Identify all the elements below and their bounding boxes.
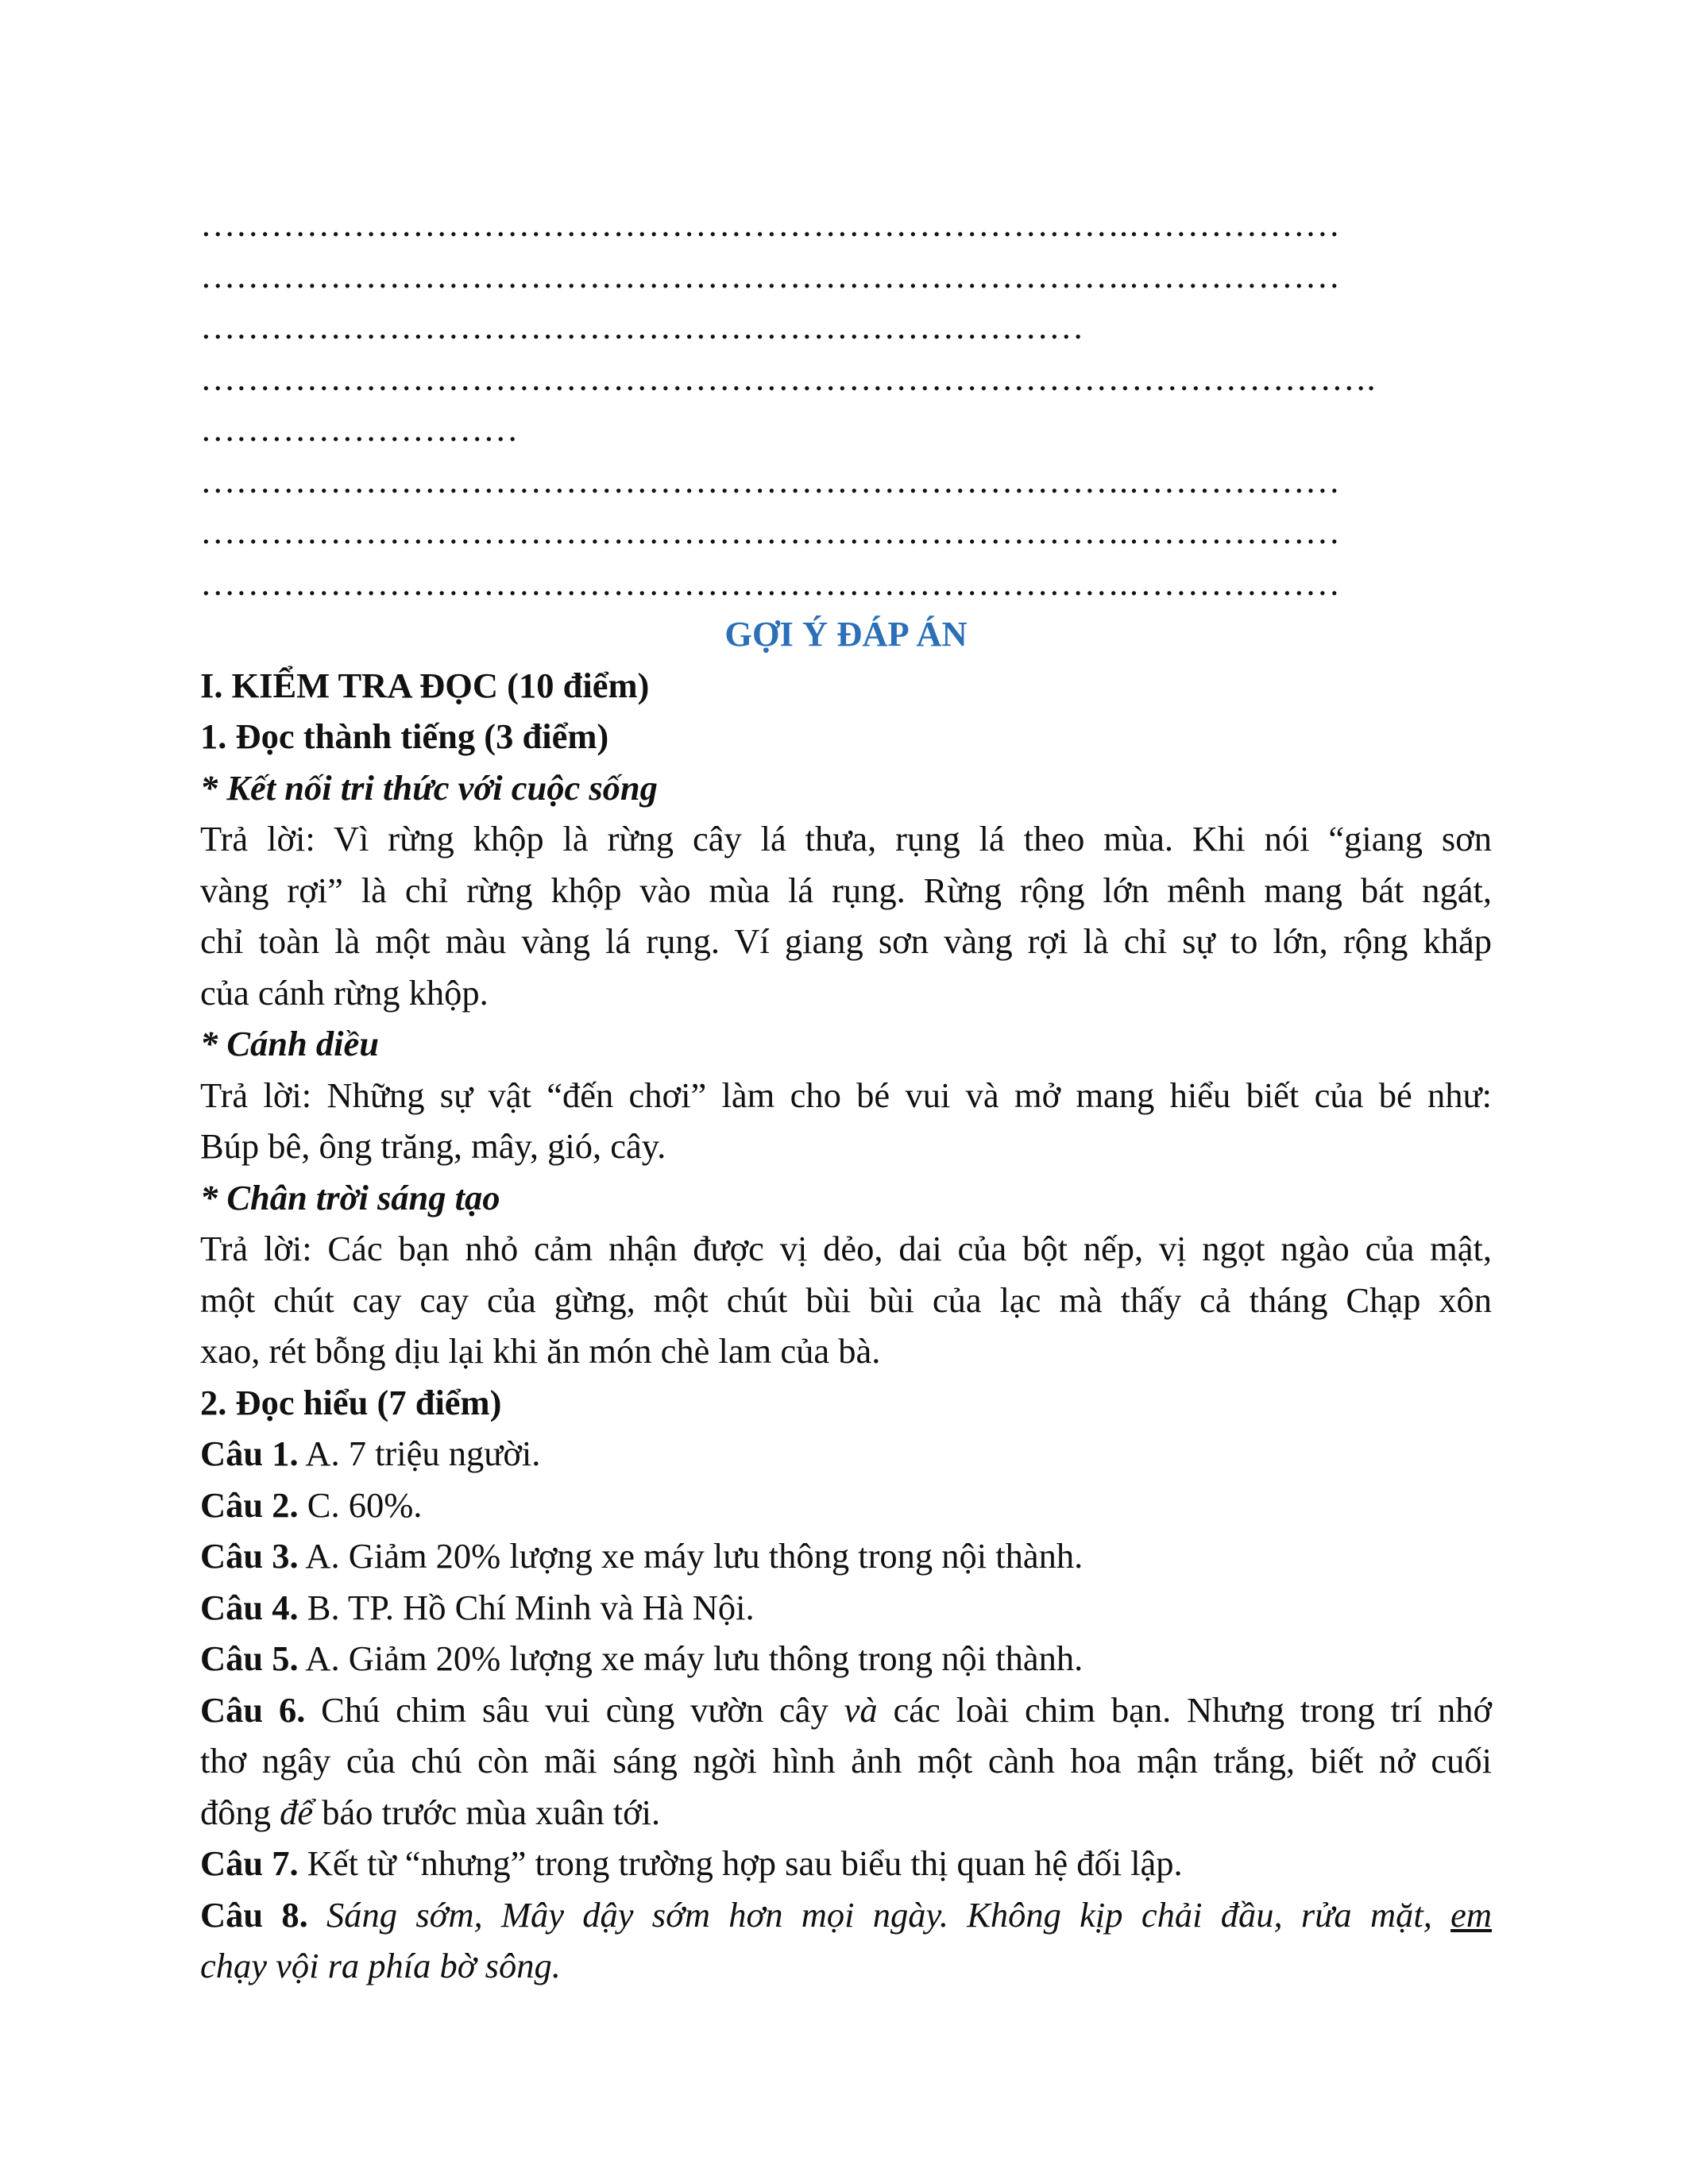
heading-chan-troi-sang-tao: * Chân trời sáng tạo [200,1177,500,1217]
paragraph-ket-noi-tri-thuc [200,813,1492,1018]
answer-item [200,1582,1492,1634]
question-label: Câu 3. [200,1536,299,1576]
paragraph-line [200,1787,1492,1839]
answer-text: đông [200,1792,280,1832]
answer-dot-line: ………………………………………………………………… [200,307,1084,346]
question-label: Câu 6. [200,1689,306,1730]
question-label: Câu 1. [200,1433,299,1473]
answer-text: A. 7 triệu người. [298,1433,541,1473]
paragraph-line: Trả lời: Những sự vật “đến chơi” làm cho bé vui và mở mang hiểu biết của bé như: [200,1075,1492,1115]
answer-item [200,1428,1492,1480]
question-label: Câu 5. [200,1638,299,1678]
paragraph-line: Búp bê, ông trăng, mây, gió, cây. [200,1126,666,1166]
answer-item [200,1838,1492,1889]
answer-item-8 [200,1889,1492,1992]
answer-text: Kết từ “nhưng” trong trường hợp sau biểu thị quan hệ đối lập. [298,1843,1183,1883]
answer-item [200,1530,1492,1582]
paragraph-canh-dieu [200,1070,1492,1172]
answer-key-title: GỢI Ý ĐÁP ÁN [724,614,968,654]
subsection-heading-read-aloud: 1. Đọc thành tiếng (3 điểm) [200,716,609,756]
answer-text: báo trước mùa xuân tới. [313,1792,661,1832]
paragraph-line [200,1684,1492,1736]
paragraph-line: vàng rợi” là chỉ rừng khộp vào mùa lá rụng. Rừng rộng lớn mênh mang bát ngát, [200,870,1492,910]
answer-item [200,1480,1492,1531]
answer-item-6 [200,1684,1492,1839]
paragraph-line: thơ ngây của chú còn mãi sáng ngời hình ảnh một cành hoa mận trắng, biết nở cuối [200,1741,1492,1781]
answer-dot-line: …………………………………………………………………….……………… [200,511,1341,551]
answer-dot-line: ……………………… [200,409,519,449]
answer-underlined-subject: em [1450,1894,1492,1935]
paragraph-line: một chút cay cay của gừng, một chút bùi bùi của lạc mà thấy cả tháng Chạp xôn [200,1279,1492,1320]
document-content [200,199,1492,1992]
paragraph-line: Trả lời: Vì rừng khộp là rừng cây lá thưa, rụng lá theo mùa. Khi nói “giang sơn [200,819,1492,859]
answer-text: Sáng sớm, Mây dậy sớm hơn mọi ngày. Không kịp chải đầu, rửa mặt, [307,1894,1451,1935]
heading-ket-noi-tri-thuc: * Kết nối tri thức với cuộc sống [200,767,658,808]
question-label: Câu 7. [200,1843,299,1883]
answer-dot-line: …………………………………………………………………….……………… [200,460,1341,500]
answer-dot-line: …………………………………………………………………….……………… [200,562,1341,603]
answer-dot-line: …………………………………………………………………….……………… [200,255,1341,295]
paragraph-line: của cánh rừng khộp. [200,972,489,1013]
answer-emphasis: để [280,1792,314,1832]
heading-canh-dieu: * Cánh diều [200,1024,380,1063]
question-label: Câu 8. [200,1894,308,1935]
answer-item [200,1633,1492,1684]
section-heading-reading: I. KIỂM TRA ĐỌC (10 điểm) [200,665,650,705]
answer-text: A. Giảm 20% lượng xe máy lưu thông trong nội thành. [298,1536,1083,1576]
answer-text: Chú chim sâu vui cùng vườn cây [305,1689,844,1730]
paragraph-chan-troi-sang-tao [200,1223,1492,1377]
paragraph-line: Trả lời: Các bạn nhỏ cảm nhận được vị dẻo, dai của bột nếp, vị ngọt ngào của mật, [200,1229,1492,1268]
paragraph-line: chỉ toàn là một màu vàng lá rụng. Ví giang sơn vàng rợi là chỉ sự to lớn, rộng khắp [200,921,1492,961]
answer-dot-line: …………………………………………………………………….……………… [200,204,1341,244]
answer-dot-line: ………………………………………………………………………………………. [200,357,1376,398]
answer-text: C. 60%. [298,1484,423,1525]
paragraph-line [200,1889,1492,1941]
paragraph-line: xao, rét bỗng dịu lại khi ăn món chè lam của bà. [200,1331,881,1371]
answer-text: A. Giảm 20% lượng xe máy lưu thông trong nội thành. [298,1638,1083,1678]
answer-text: B. TP. Hồ Chí Minh và Hà Nội. [298,1587,755,1627]
question-label: Câu 2. [200,1484,299,1525]
answer-emphasis: và [844,1689,878,1730]
subsection-heading-comprehension: 2. Đọc hiểu (7 điểm) [200,1382,502,1422]
question-label: Câu 4. [200,1587,299,1627]
answer-text: các loài chim bạn. Nhưng trong trí nhớ [877,1689,1492,1730]
paragraph-line: chạy vội ra phía bờ sông. [200,1946,561,1985]
